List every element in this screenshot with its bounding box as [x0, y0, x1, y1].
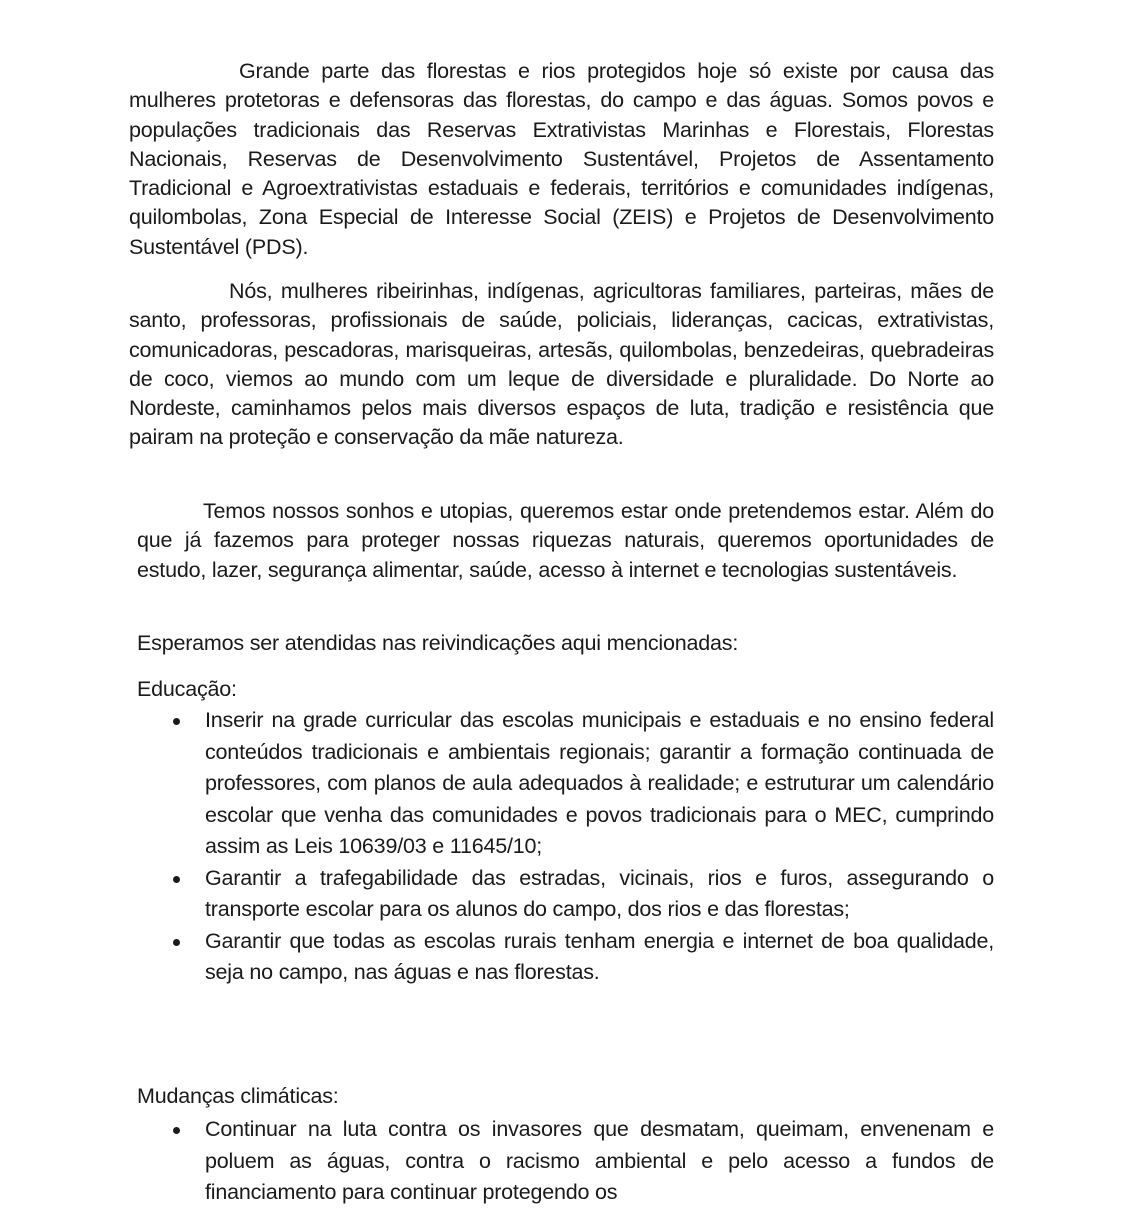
list-item	[137, 1114, 994, 1209]
section-heading-educacao: Educação:	[137, 677, 237, 701]
section-heading-mudancas-climaticas: Mudanças climáticas:	[137, 1084, 339, 1108]
paragraph-sonhos	[137, 497, 994, 585]
list-item-text: Inserir na grade curricular das escolas municipais e estaduais e no ensino federal conteúdos tradicionais e ambientais regionais; garantir a formação continuada de professores, com planos de aula adequados à realidade; e estruturar um calendário escolar que venha das comunidades e povos tradicionais para o MEC, cumprindo assim as Leis 10639/03 e 11645/10;	[205, 708, 994, 858]
bullet-icon	[173, 718, 180, 725]
bullet-list-educacao	[137, 705, 994, 989]
bullet-icon	[173, 939, 180, 946]
list-item-text: Garantir que todas as escolas rurais tenham energia e internet de boa qualidade, seja no campo, nas águas e nas florestas.	[205, 928, 994, 984]
bullet-list-mudancas-climaticas	[137, 1114, 994, 1209]
bullet-icon	[173, 1127, 180, 1134]
intro-line: Esperamos ser atendidas nas reivindicações aqui mencionadas:	[137, 631, 739, 655]
list-item	[137, 863, 994, 926]
paragraph-text: Temos nossos sonhos e utopias, queremos estar onde pretendemos estar. Além do que já fazemos para proteger nossas riquezas naturais, queremos oportunidades de estudo, lazer, segurança alimentar, saúde, acesso à internet e tecnologias sustentáveis.	[137, 499, 994, 582]
list-item	[137, 705, 994, 863]
list-item-text: Garantir a trafegabilidade das estradas, vicinais, rios e furos, assegurando o transporte escolar para os alunos do campo, dos rios e das florestas;	[205, 865, 994, 921]
list-item-text: Continuar na luta contra os invasores que desmatam, queimam, envenenam e poluem as águas, contra o racismo ambiental e pelo acesso a fundos de financiamento para continuar protegendo os	[205, 1117, 994, 1204]
list-item	[137, 926, 994, 989]
paragraph-text: Nós, mulheres ribeirinhas, indígenas, agricultoras familiares, parteiras, mães de santo, professoras, profissionais de saúde, policiais, lideranças, cacicas, extrativistas, comunicadoras, pescadoras, marisqueiras, artesãs, quilombolas, benzedeiras, quebradeiras de coco, viemos ao mundo com um leque de diversidade e pluralidade. Do Norte ao Nordeste, caminhamos pelos mais diversos espaços de luta, tradição e resistência que pairam na proteção e conservação da mãe natureza.	[129, 279, 994, 450]
paragraph-text: Grande parte das florestas e rios protegidos hoje só existe por causa das mulheres protetoras e defensoras das florestas, do campo e das águas. Somos povos e populações tradicionais das Reservas Extrativistas Marinhas e Florestais, Florestas Nacionais, Reservas de Desenvolvimento Sustentável, Projetos de Assentamento Tradicional e Agroextrativistas estaduais e federais, territórios e comunidades indígenas, quilombolas, Zona Especial de Interesse Social (ZEIS) e Projetos de Desenvolvimento Sustentável (PDS).	[129, 59, 994, 259]
bullet-icon	[173, 876, 180, 883]
paragraph-mulheres	[129, 277, 994, 453]
paragraph-protetoras	[129, 57, 994, 262]
